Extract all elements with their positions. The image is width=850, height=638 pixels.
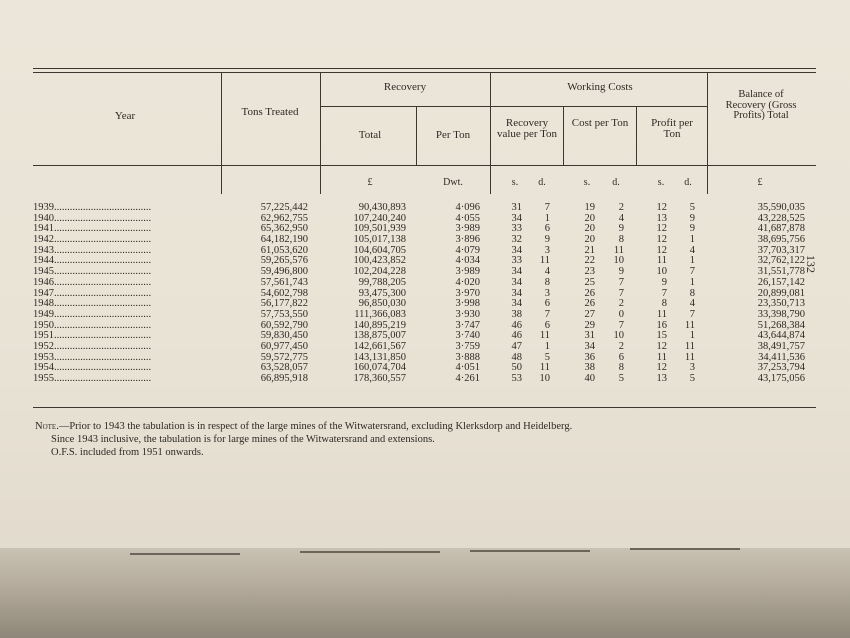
cell-year: 1943.....................................	[33, 244, 152, 256]
col-divider	[221, 72, 222, 194]
cell-cost-d: 0	[618, 308, 624, 320]
column-profit-s	[645, 203, 667, 385]
cell-balance: 37,253,794	[757, 362, 805, 374]
table-bottom-rule	[33, 407, 816, 408]
cell-per-ton: 4·079	[455, 244, 480, 256]
cell-total: 105,017,138	[353, 234, 406, 246]
cell-profit-s: 15	[656, 330, 667, 342]
cell-tons: 66,895,918	[260, 373, 308, 384]
cell-rv-s: 32	[511, 234, 522, 246]
cell-total: 109,501,939	[353, 223, 406, 235]
cell-rv-d: 11	[539, 255, 550, 267]
cell-rv-d: 5	[544, 351, 550, 363]
unit-rv-d: d.	[538, 177, 546, 188]
cell-total: 90,430,893	[358, 202, 406, 213]
cell-per-ton: 3·888	[455, 351, 480, 363]
cell-rv-s: 47	[511, 340, 522, 352]
cell-profit-s: 12	[656, 223, 667, 235]
working-costs-group-rule	[490, 106, 707, 107]
cell-per-ton: 3·759	[455, 340, 480, 352]
cell-rv-d: 11	[539, 362, 550, 374]
cell-profit-d: 1	[689, 234, 695, 246]
cell-total: 107,240,240	[353, 212, 406, 224]
footnote-line-2: Since 1943 inclusive, the tabulation is for large mines of the Witwatersrand and extensions.	[51, 434, 435, 445]
cell-rv-s: 34	[511, 266, 522, 278]
cell-per-ton: 3·747	[455, 319, 480, 331]
cell-rv-d: 11	[539, 330, 550, 342]
footnote-label: Note.	[35, 421, 59, 432]
cell-rv-d: 1	[544, 212, 550, 224]
cell-rv-d: 6	[544, 319, 550, 331]
cell-profit-d: 5	[689, 373, 695, 384]
cell-cost-s: 25	[584, 276, 595, 288]
cell-cost-d: 6	[618, 351, 624, 363]
cell-rv-d: 4	[544, 266, 550, 278]
top-rule-2	[33, 72, 816, 73]
cell-cost-s: 20	[584, 223, 595, 235]
cell-tons: 62,962,755	[260, 212, 308, 224]
cell-cost-d: 7	[618, 319, 624, 331]
cell-tons: 57,225,442	[260, 202, 308, 213]
cell-rv-s: 53	[511, 373, 522, 384]
cell-profit-s: 10	[656, 266, 667, 278]
cell-total: 160,074,704	[353, 362, 406, 374]
cell-profit-d: 1	[689, 255, 695, 267]
cell-rv-d: 7	[544, 202, 550, 213]
cell-profit-d: 4	[689, 244, 695, 256]
cell-rv-s: 34	[511, 287, 522, 299]
cell-profit-d: 1	[689, 276, 695, 288]
column-year	[33, 203, 213, 385]
cell-per-ton: 3·930	[455, 308, 480, 320]
cell-balance: 43,644,874	[757, 330, 805, 342]
col-divider	[416, 107, 417, 165]
recovery-group-rule	[320, 106, 490, 107]
cell-year: 1955.....................................	[33, 373, 152, 384]
cell-year: 1945.....................................	[33, 266, 152, 278]
cell-profit-d: 3	[689, 362, 695, 374]
cell-profit-s: 13	[656, 373, 667, 384]
cell-tons: 54,602,798	[260, 287, 308, 299]
cell-profit-d: 9	[689, 212, 695, 224]
cell-balance: 37,703,317	[757, 244, 805, 256]
cell-year: 1951.....................................	[33, 330, 152, 342]
cell-per-ton: 4·096	[455, 202, 480, 213]
cell-year: 1939.....................................	[33, 202, 152, 213]
cell-per-ton: 3·740	[455, 330, 480, 342]
cell-balance: 33,398,790	[757, 308, 805, 320]
cell-year: 1952.....................................	[33, 340, 152, 352]
cell-tons: 61,053,620	[260, 244, 308, 256]
cell-cost-s: 31	[584, 330, 595, 342]
cell-total: 96,850,030	[358, 298, 406, 310]
footnote-text-1: —Prior to 1943 the tabulation is in respect of the large mines of the Witwatersrand, excluding Klerksdorp and Heidelberg.	[58, 421, 573, 432]
cell-total: 100,423,852	[353, 255, 406, 267]
cell-rv-s: 34	[511, 276, 522, 288]
cell-cost-d: 7	[618, 287, 624, 299]
cell-profit-s: 11	[656, 351, 667, 363]
cell-rv-s: 34	[511, 298, 522, 310]
unit-profit-s: s.	[657, 177, 665, 188]
cell-tons: 59,265,576	[260, 255, 308, 267]
cell-rv-s: 34	[511, 212, 522, 224]
cell-total: 140,895,219	[353, 319, 406, 331]
cell-total: 99,788,205	[358, 276, 406, 288]
unit-cost-d: d.	[612, 177, 620, 188]
cell-rv-s: 34	[511, 244, 522, 256]
column-cost-s	[573, 203, 595, 385]
cell-cost-d: 2	[618, 298, 624, 310]
cell-cost-s: 22	[584, 255, 595, 267]
unit-per-ton: Dwt.	[443, 177, 463, 188]
cell-per-ton: 4·055	[455, 212, 480, 224]
cell-cost-d: 9	[618, 266, 624, 278]
header-tons-treated: Tons Treated	[241, 106, 299, 118]
cell-rv-d: 6	[544, 298, 550, 310]
cell-per-ton: 4·034	[455, 255, 480, 267]
cell-year: 1946.....................................	[33, 276, 152, 288]
cell-cost-d: 2	[618, 340, 624, 352]
cell-profit-d: 4	[689, 298, 695, 310]
cell-cost-d: 2	[618, 202, 624, 213]
unit-balance: £	[757, 177, 763, 188]
cell-cost-s: 38	[584, 362, 595, 374]
cell-year: 1942.....................................	[33, 234, 152, 246]
cell-cost-s: 19	[584, 202, 595, 213]
unit-profit-d: d.	[684, 177, 692, 188]
cell-profit-s: 13	[656, 212, 667, 224]
cell-tons: 59,830,450	[260, 330, 308, 342]
header-per-ton: Per Ton	[435, 129, 471, 141]
cell-profit-d: 9	[689, 223, 695, 235]
cell-total: 102,204,228	[353, 266, 406, 278]
cell-balance: 43,175,056	[757, 373, 805, 384]
cell-tons: 60,592,790	[260, 319, 308, 331]
header-profit-per-ton: Profit per Ton	[651, 117, 693, 140]
column-profit-d	[672, 203, 695, 385]
footnote	[35, 420, 572, 459]
cell-per-ton: 4·051	[455, 362, 480, 374]
cell-tons: 56,177,822	[260, 298, 308, 310]
unit-cost-s: s.	[583, 177, 591, 188]
cell-total: 138,875,007	[353, 330, 406, 342]
cell-cost-d: 8	[618, 234, 624, 246]
cell-rv-s: 46	[511, 319, 522, 331]
cell-rv-s: 33	[511, 223, 522, 235]
cell-year: 1949.....................................	[33, 308, 152, 320]
header-working-costs: Working Costs	[567, 81, 633, 93]
cell-cost-s: 26	[584, 287, 595, 299]
cell-cost-s: 29	[584, 319, 595, 331]
cell-profit-s: 12	[656, 234, 667, 246]
cell-cost-s: 26	[584, 298, 595, 310]
cell-cost-d: 10	[613, 330, 624, 342]
cell-total: 142,661,567	[353, 340, 406, 352]
cell-balance: 34,411,536	[758, 351, 805, 363]
page-number: 132	[804, 255, 818, 273]
col-divider	[320, 72, 321, 194]
cell-per-ton: 3·989	[455, 266, 480, 278]
column-recovery-per-ton	[418, 203, 480, 385]
page-edge-mark	[130, 553, 240, 555]
footnote-line-1	[35, 420, 572, 433]
cell-tons: 59,572,775	[260, 351, 308, 363]
cell-profit-s: 12	[656, 340, 667, 352]
cell-cost-s: 23	[584, 266, 595, 278]
cell-cost-s: 20	[584, 212, 595, 224]
cell-per-ton: 4·020	[455, 276, 480, 288]
page-edge-mark	[470, 550, 590, 552]
cell-per-ton: 3·998	[455, 298, 480, 310]
cell-rv-d: 8	[544, 276, 550, 288]
cell-tons: 59,496,800	[260, 266, 308, 278]
cell-balance: 51,268,384	[757, 319, 805, 331]
cell-profit-d: 8	[689, 287, 695, 299]
unit-total: £	[367, 177, 373, 188]
cell-tons: 57,561,743	[260, 276, 308, 288]
cell-cost-s: 21	[584, 244, 595, 256]
cell-cost-d: 5	[618, 373, 624, 384]
cell-balance: 41,687,878	[757, 223, 805, 235]
cell-rv-s: 33	[511, 255, 522, 267]
cell-rv-d: 7	[544, 308, 550, 320]
cell-year: 1944.....................................	[33, 255, 152, 267]
cell-cost-d: 10	[613, 255, 624, 267]
header-balance: Balance of Recovery (Gross Profits) Total	[725, 89, 797, 121]
header-cost-per-ton: Cost per Ton	[571, 117, 629, 129]
cell-cost-d: 4	[618, 212, 624, 224]
cell-balance: 43,228,525	[757, 212, 805, 224]
cell-balance: 31,551,778	[757, 266, 805, 278]
cell-per-ton: 4·261	[455, 373, 480, 384]
cell-rv-s: 46	[511, 330, 522, 342]
col-divider	[707, 72, 708, 194]
cell-rv-d: 9	[544, 234, 550, 246]
cell-profit-d: 1	[689, 330, 695, 342]
column-tons-treated	[222, 203, 308, 385]
unit-rv-s: s.	[511, 177, 519, 188]
cell-profit-s: 12	[656, 202, 667, 213]
cell-profit-d: 7	[689, 266, 695, 278]
cell-total: 104,604,705	[353, 244, 406, 256]
cell-cost-d: 9	[618, 223, 624, 235]
cell-profit-d: 7	[689, 308, 695, 320]
col-divider	[490, 72, 491, 194]
cell-per-ton: 3·970	[455, 287, 480, 299]
header-recovery: Recovery	[383, 81, 427, 93]
cell-year: 1941.....................................	[33, 223, 152, 235]
cell-rv-d: 1	[544, 340, 550, 352]
column-recovery-value-d	[527, 203, 550, 385]
cell-profit-s: 11	[656, 308, 667, 320]
cell-per-ton: 3·989	[455, 223, 480, 235]
top-rule	[33, 68, 816, 69]
column-recovery-value-s	[500, 203, 522, 385]
cell-year: 1950.....................................	[33, 319, 152, 331]
cell-profit-s: 9	[661, 276, 667, 288]
cell-profit-s: 12	[656, 244, 667, 256]
cell-year: 1947.....................................	[33, 287, 152, 299]
cell-rv-d: 3	[544, 244, 550, 256]
cell-balance: 32,762,122	[757, 255, 805, 267]
cell-tons: 63,528,057	[260, 362, 308, 374]
column-cost-d	[601, 203, 624, 385]
cell-profit-d: 11	[684, 319, 695, 331]
cell-rv-s: 31	[511, 202, 522, 213]
page-bottom-edge	[0, 548, 850, 638]
cell-balance: 35,590,035	[757, 202, 805, 213]
cell-profit-s: 12	[656, 362, 667, 374]
cell-cost-s: 40	[584, 373, 595, 384]
cell-profit-d: 11	[684, 340, 695, 352]
cell-profit-d: 5	[689, 202, 695, 213]
col-divider	[563, 107, 564, 165]
cell-tons: 60,977,450	[260, 340, 308, 352]
column-balance	[709, 203, 805, 385]
cell-total: 178,360,557	[353, 373, 406, 384]
cell-balance: 38,491,757	[757, 340, 805, 352]
col-divider	[636, 107, 637, 165]
cell-cost-s: 34	[584, 340, 595, 352]
cell-cost-s: 36	[584, 351, 595, 363]
cell-tons: 57,753,550	[260, 308, 308, 320]
cell-year: 1948.....................................	[33, 298, 152, 310]
cell-year: 1940.....................................	[33, 212, 152, 224]
cell-rv-s: 38	[511, 308, 522, 320]
cell-rv-d: 6	[544, 223, 550, 235]
cell-total: 111,366,083	[354, 308, 406, 320]
page-edge-mark	[630, 548, 740, 550]
cell-balance: 26,157,142	[757, 276, 805, 288]
cell-profit-s: 16	[656, 319, 667, 331]
cell-balance: 20,899,081	[757, 287, 805, 299]
page-edge-mark	[300, 551, 440, 553]
cell-tons: 65,362,950	[260, 223, 308, 235]
cell-balance: 38,695,756	[757, 234, 805, 246]
cell-balance: 23,350,713	[757, 298, 805, 310]
cell-cost-s: 20	[584, 234, 595, 246]
cell-year: 1954.....................................	[33, 362, 152, 374]
cell-cost-d: 8	[618, 362, 624, 374]
cell-profit-d: 11	[684, 351, 695, 363]
header-total: Total	[358, 129, 382, 141]
cell-rv-s: 48	[511, 351, 522, 363]
header-year: Year	[114, 110, 136, 122]
header-recovery-value-per-ton: Recovery value per Ton	[496, 117, 558, 140]
cell-year: 1953.....................................	[33, 351, 152, 363]
column-recovery-total	[322, 203, 406, 385]
cell-profit-s: 8	[661, 298, 667, 310]
cell-rv-d: 10	[539, 373, 550, 384]
cell-per-ton: 3·896	[455, 234, 480, 246]
cell-rv-d: 3	[544, 287, 550, 299]
cell-rv-s: 50	[511, 362, 522, 374]
cell-cost-s: 27	[584, 308, 595, 320]
cell-profit-s: 7	[661, 287, 667, 299]
cell-total: 143,131,850	[353, 351, 406, 363]
footnote-line-3: O.F.S. included from 1951 onwards.	[51, 447, 204, 458]
cell-cost-d: 11	[613, 244, 624, 256]
cell-cost-d: 7	[618, 276, 624, 288]
cell-tons: 64,182,190	[260, 234, 308, 246]
header-bottom-rule	[33, 165, 816, 166]
cell-total: 93,475,300	[358, 287, 406, 299]
cell-profit-s: 11	[656, 255, 667, 267]
